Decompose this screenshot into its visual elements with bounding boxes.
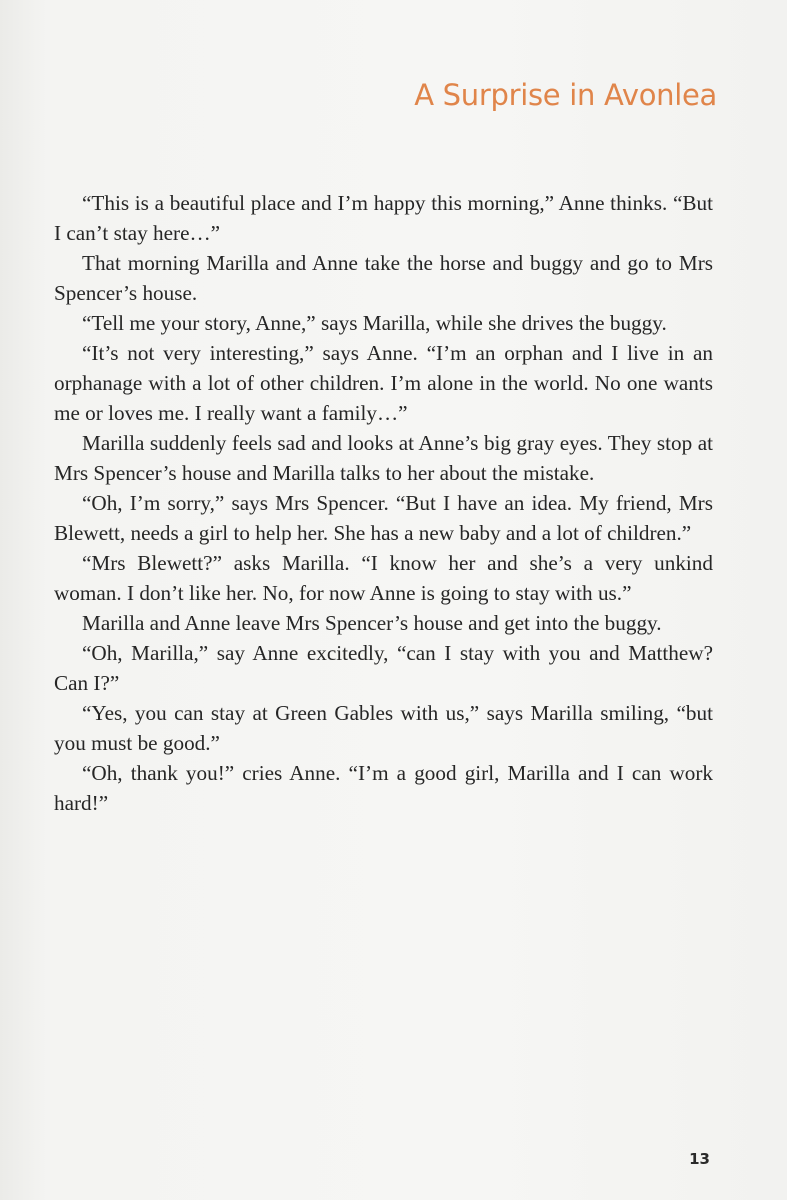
story-paragraph: “It’s not very interesting,” says Anne. “I’m an orphan and I live in an orphanage with a lot of other children. I’m alone in the world. No one wants me or loves me. I really want a family…” [54,341,713,425]
story-paragraph: “Oh, Marilla,” say Anne excitedly, “can I stay with you and Matthew? Can I?” [54,641,713,695]
story-paragraph: “Oh, I’m sorry,” says Mrs Spencer. “But I have an idea. My friend, Mrs Blewett, needs a girl to help her. She has a new baby and a lot of children.” [54,491,713,545]
story-paragraph: “Yes, you can stay at Green Gables with us,” says Marilla smiling, “but you must be good.” [54,701,713,755]
chapter-title: A Surprise in Avonlea [414,78,717,112]
story-paragraph: “This is a beautiful place and I’m happy this morning,” Anne thinks. “But I can’t stay here…” [54,191,713,245]
story-paragraph: Marilla and Anne leave Mrs Spencer’s house and get into the buggy. [82,611,662,635]
story-paragraph: Marilla suddenly feels sad and looks at Anne’s big gray eyes. They stop at Mrs Spencer’s house and Marilla talks to her about the mistake. [54,431,713,485]
story-paragraph: “Mrs Blewett?” asks Marilla. “I know her and she’s a very unkind woman. I don’t like her. No, for now Anne is going to stay with us.” [54,551,713,605]
story-paragraph: “Tell me your story, Anne,” says Marilla, while she drives the buggy. [82,311,667,335]
story-text [54,188,713,818]
story-paragraph: “Oh, thank you!” cries Anne. “I’m a good girl, Marilla and I can work hard!” [54,761,713,815]
page-number: 13 [689,1150,710,1168]
story-paragraph: That morning Marilla and Anne take the horse and buggy and go to Mrs Spencer’s house. [54,251,713,305]
